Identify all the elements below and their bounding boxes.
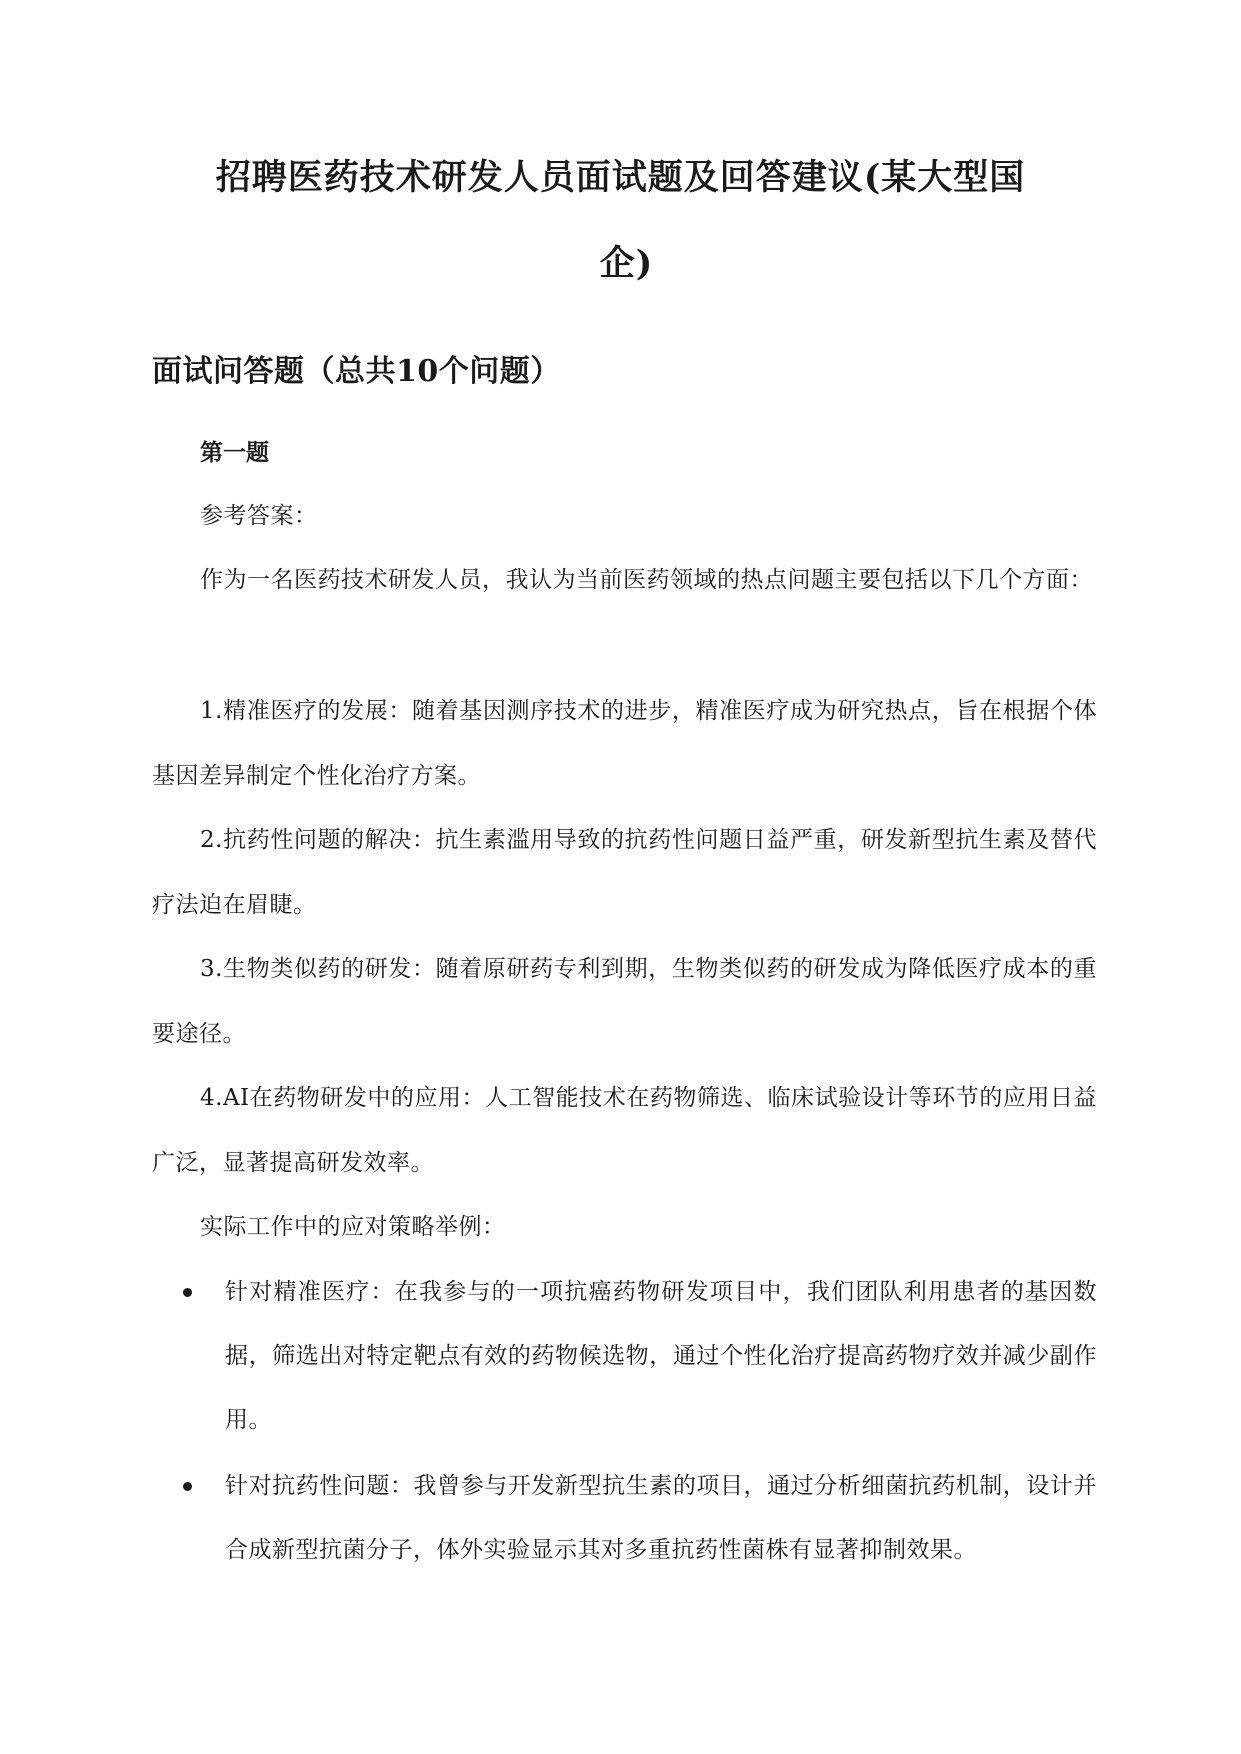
- hotspot-point-2: 2.抗药性问题的解决：抗生素滥用导致的抗药性问题日益严重，研发新型抗生素及替代疗法迫在眉睫。: [152, 827, 1097, 918]
- document-title-line-1: 招聘医药技术研发人员面试题及回答建议(某大型国: [215, 157, 1026, 198]
- strategy-bullet-1: 针对精准医疗：在我参与的一项抗癌药物研发项目中，我们团队利用患者的基因数据，筛选出对特定靶点有效的药物候选物，通过个性化治疗提高药物疗效并减少副作用。: [225, 1279, 1097, 1433]
- answer-label: 参考答案：: [200, 503, 318, 529]
- question-heading: 第一题: [200, 439, 269, 466]
- hotspot-point-3: 3.生物类似药的研发：随着原研药专利到期，生物类似药的研发成为降低医疗成本的重要途径。: [152, 956, 1097, 1047]
- bullet-dot-icon: [183, 1482, 192, 1491]
- strategy-label: 实际工作中的应对策略举例：: [200, 1214, 506, 1240]
- section-heading: 面试问答题（总共10个问题）: [152, 354, 561, 389]
- bullet-dot-icon: [183, 1288, 192, 1297]
- strategy-bullet-2: 针对抗药性问题：我曾参与开发新型抗生素的项目，通过分析细菌抗药机制，设计并合成新型抗菌分子，体外实验显示其对多重抗药性菌株有显著抑制效果。: [225, 1473, 1097, 1563]
- document-title-line-2: 企): [599, 243, 654, 284]
- hotspot-point-1: 1.精准医疗的发展：随着基因测序技术的进步，精准医疗成为研究热点，旨在根据个体基因差异制定个性化治疗方案。: [152, 698, 1097, 789]
- hotspot-point-4: 4.AI在药物研发中的应用：人工智能技术在药物筛选、临床试验设计等环节的应用日益广泛，显著提高研发效率。: [152, 1085, 1097, 1176]
- answer-intro-paragraph: 作为一名医药技术研发人员，我认为当前医药领域的热点问题主要包括以下几个方面：: [200, 567, 1093, 593]
